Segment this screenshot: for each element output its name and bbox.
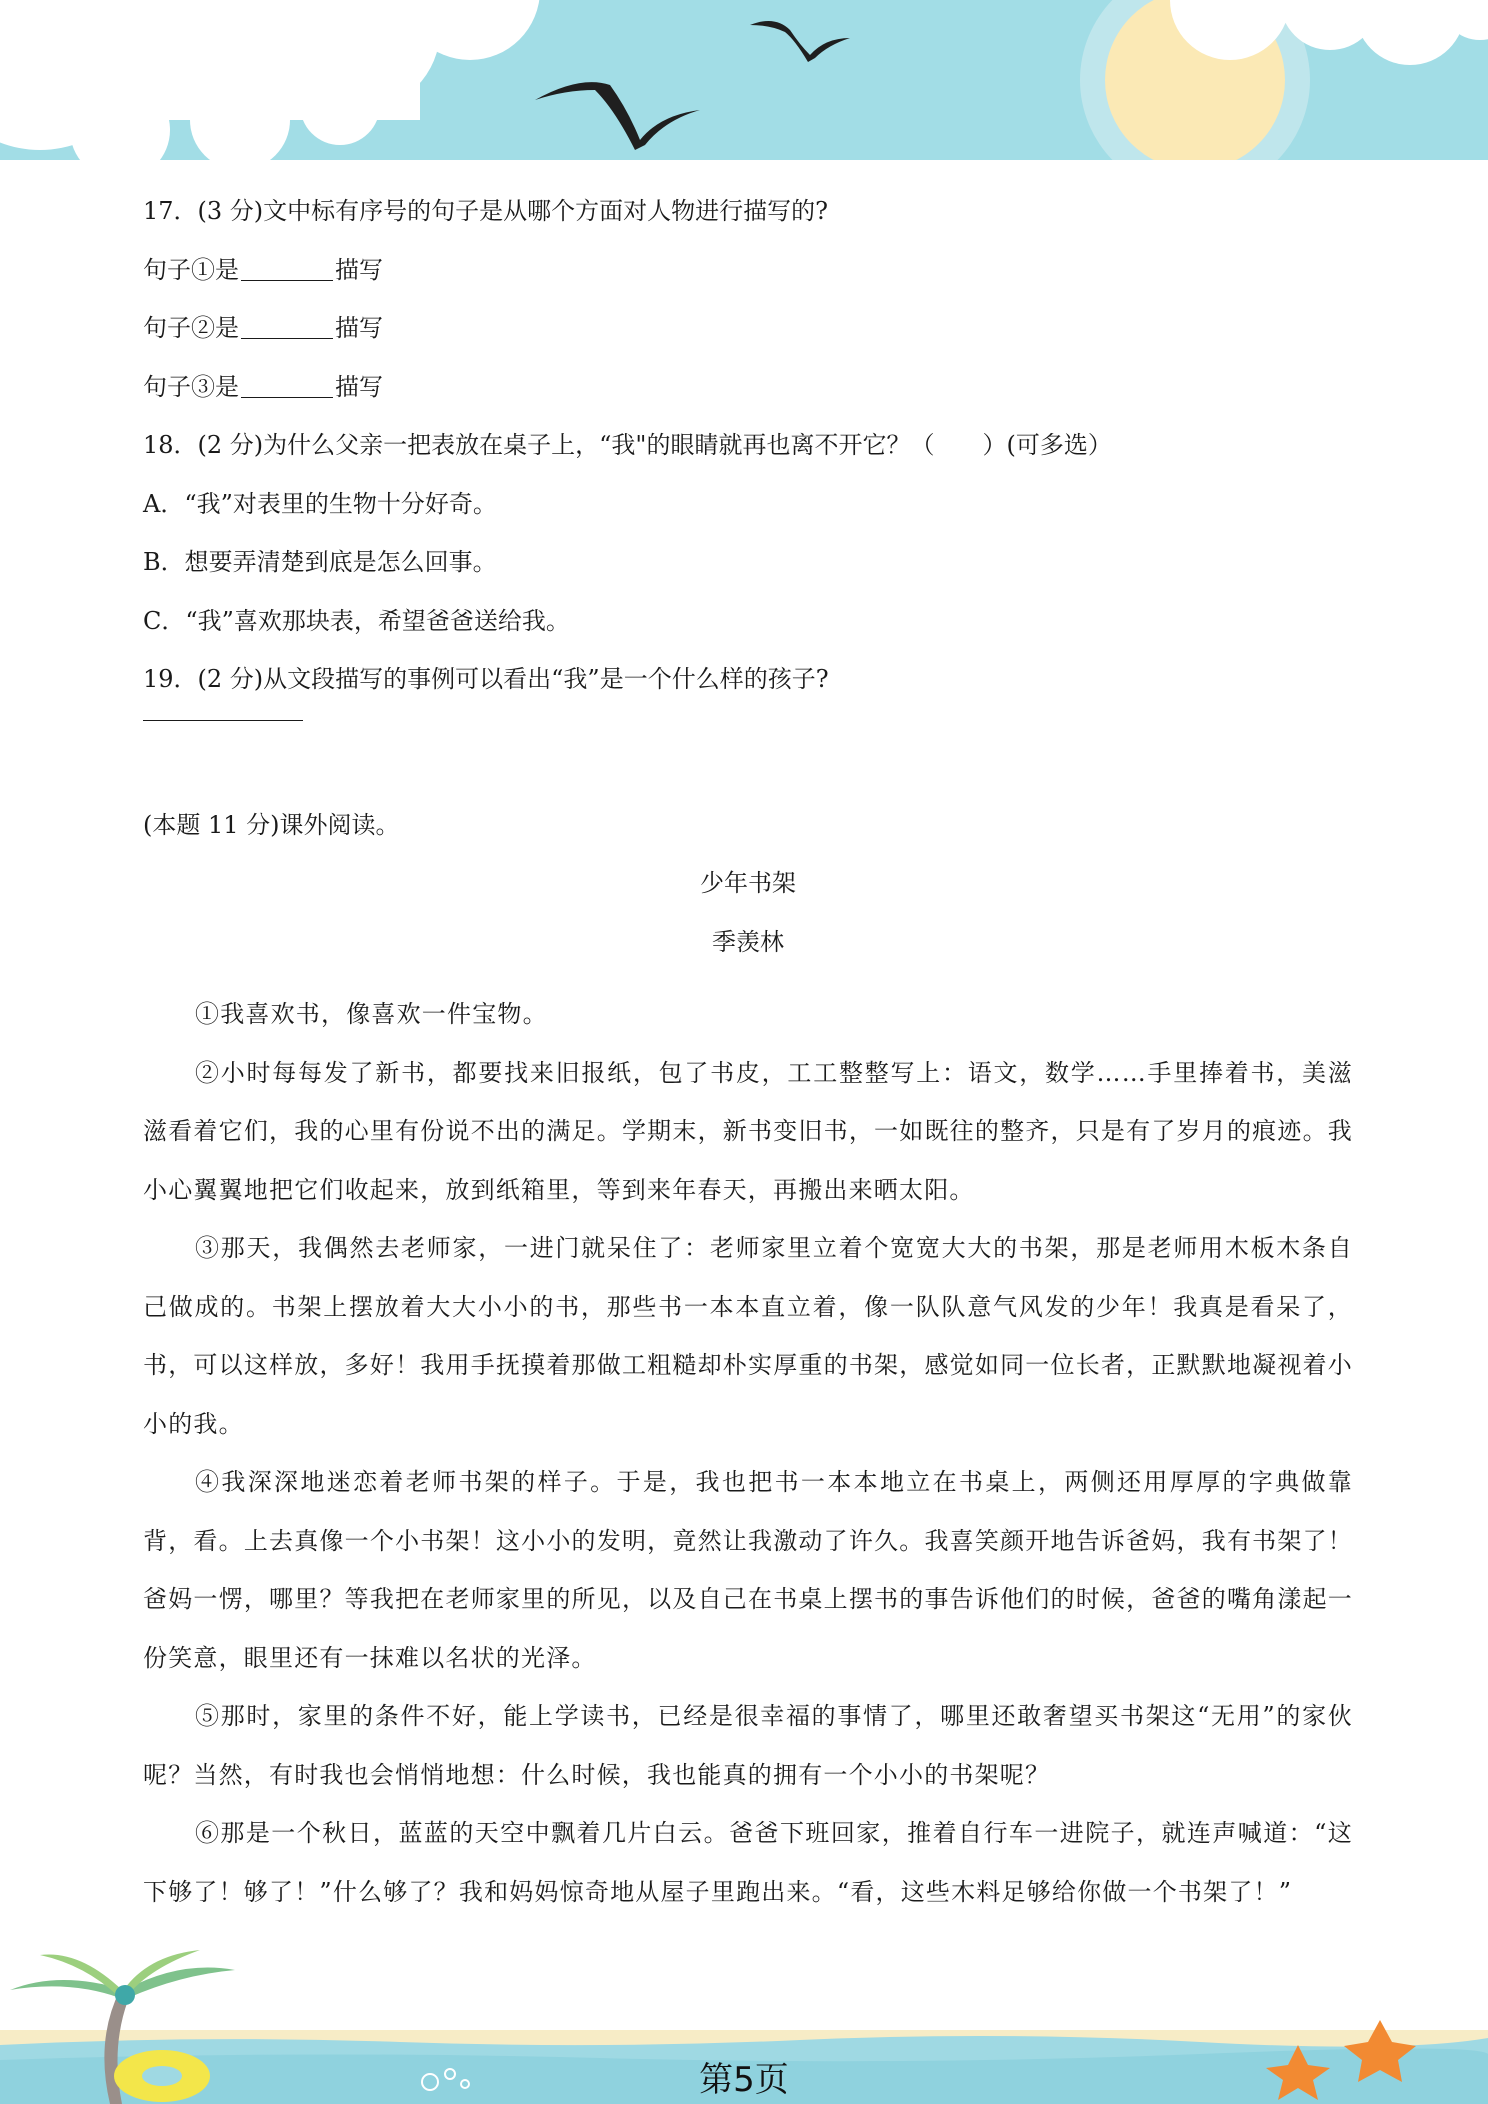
question-18-stem: 18．(2 分)为什么父亲一把表放在桌子上，“我"的眼睛就再也离不开它？（ ）(可多选） <box>143 431 1112 459</box>
question-17-stem: 17．(3 分)文中标有序号的句子是从哪个方面对人物进行描写的? <box>143 197 829 225</box>
blank-prefix: 句子①是 <box>143 255 239 284</box>
page-number: 第5页 <box>699 2060 789 2100</box>
article-paragraph-1: ①我喜欢书，像喜欢一件宝物。 <box>195 1000 548 1028</box>
blank-prefix: 句子②是 <box>143 314 239 342</box>
article-paragraph-5: ⑤那时，家里的条件不好，能上学读书，已经是很幸福的事情了，哪里还敢奢望买书架这“无用”的家伙呢？当然，有时我也会悄悄地想：什么时候，我也能真的拥有一个小小的书架呢？ <box>143 1702 1353 1789</box>
article-paragraph-4: ④我深深地迷恋着老师书架的样子。于是，我也把书一本本地立在书桌上，两侧还用厚厚的字典做靠背，看。上去真像一个小书架！这小小的发明，竟然让我激动了许久。我喜笑颜开地告诉爸妈，我有书架了！爸妈一愣，哪里？等我把在老师家里的所见，以及自己在书桌上摆书的事告诉他们的时候，爸爸的嘴角漾起一份笑意，眼里还有一抹难以名状的光泽。 <box>143 1468 1353 1672</box>
article-title: 少年书架 <box>700 869 796 897</box>
reading-intro: (本题 11 分)课外阅读。 <box>143 811 400 839</box>
blank-suffix: 描写 <box>335 314 383 342</box>
page-content <box>143 196 1353 1921</box>
question-19-answer-line[interactable] <box>143 719 303 721</box>
question-18-option-c[interactable]: C．“我”喜欢那块表，希望爸爸送给我。 <box>143 606 570 635</box>
question-17-blank-3 <box>143 372 1353 431</box>
header-sky-illustration <box>0 0 1488 170</box>
blank-suffix: 描写 <box>335 255 383 284</box>
question-17-blank-2 <box>143 313 1353 372</box>
article-author: 季羡林 <box>712 927 784 956</box>
answer-blank[interactable] <box>241 337 333 339</box>
blank-suffix: 描写 <box>335 372 383 401</box>
blank-prefix: 句子③是 <box>143 372 239 401</box>
answer-blank[interactable] <box>241 396 333 398</box>
answer-blank[interactable] <box>241 279 333 281</box>
question-18-option-a[interactable]: A．“我”对表里的生物十分好奇。 <box>143 489 497 518</box>
question-19-stem: 19．(2 分)从文段描写的事例可以看出“我”是一个什么样的孩子? <box>143 665 829 693</box>
question-18-option-b[interactable]: B．想要弄清楚到底是怎么回事。 <box>143 548 497 576</box>
question-17-blank-1 <box>143 255 1353 314</box>
article-paragraph-2: ②小时每每发了新书，都要找来旧报纸，包了书皮，工工整整写上：语文，数学……手里捧着书，美滋滋看着它们，我的心里有份说不出的满足。学期末，新书变旧书，一如既往的整齐，只是有了岁月的痕迹。我小心翼翼地把它们收起来，放到纸箱里，等到来年春天，再搬出来晒太阳。 <box>143 1058 1353 1204</box>
article-paragraph-6: ⑥那是一个秋日，蓝蓝的天空中飘着几片白云。爸爸下班回家，推着自行车一进院子，就连声喊道：“这下够了！够了！”什么够了？我和妈妈惊奇地从屋子里跑出来。“看，这些木料足够给你做一个书架了！” <box>143 1819 1353 1906</box>
article-paragraph-3: ③那天，我偶然去老师家，一进门就呆住了：老师家里立着个宽宽大大的书架，那是老师用木板木条自己做成的。书架上摆放着大大小小的书，那些书一本本直立着，像一队队意气风发的少年！我真是看呆了，书，可以这样放，多好！我用手抚摸着那做工粗糙却朴实厚重的书架，感觉如同一位长者，正默默地凝视着小小的我。 <box>143 1234 1353 1438</box>
